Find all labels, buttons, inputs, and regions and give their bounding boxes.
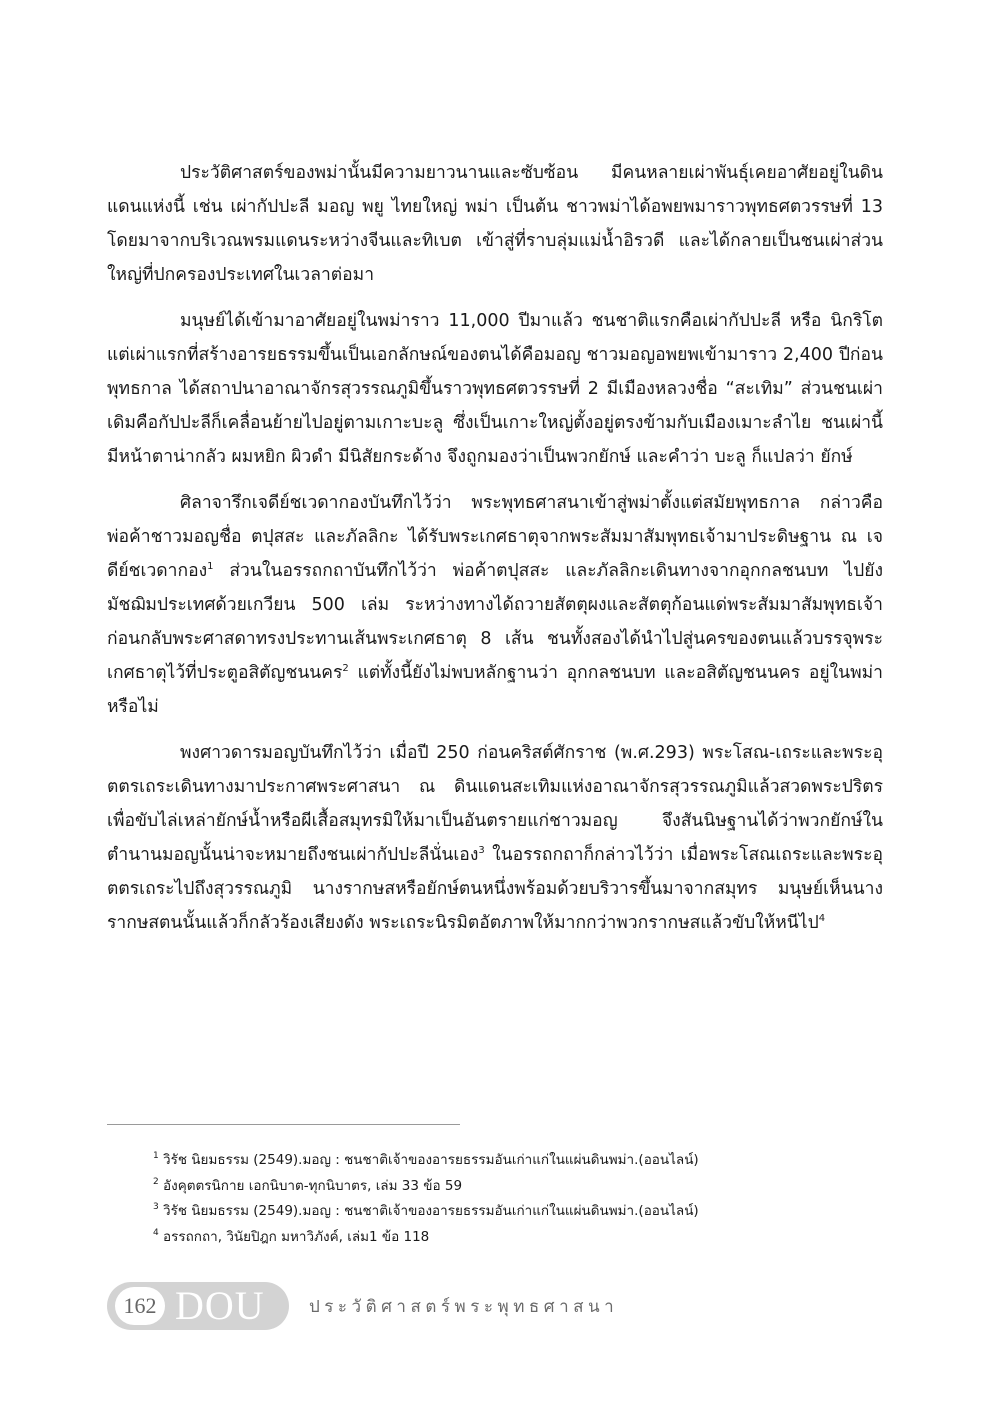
footnote-1-number: 1	[153, 1151, 159, 1161]
page-footer	[107, 1281, 618, 1331]
paragraph-1-text: ประวัติศาสตร์ของพม่านั้นมีความยาวนานและซับซ้อน มีคนหลายเผ่าพันธุ์เคยอาศัยอยู่ในดินแดนแห่งนี้ เช่น เผ่ากัปปะลี มอญ พยู ไทยใหญ่ พม่า เป็นต้น ชาวพม่าได้อพยพมาราวพุทธศตวรรษที่ 13 โดยมาจากบริเวณพรมแดนระหว่างจีนและทิเบต เข้าสู่ที่ราบลุ่มแม่น้ำอิรวดี และได้กลายเป็นชนเผ่าส่วนใหญ่ที่ปกครองประเทศในเวลาต่อมา	[107, 163, 883, 285]
footnote-2-text: อังคุตตรนิกาย เอกนิบาต-ทุกนิบาตร, เล่ม 33 ข้อ 59	[158, 1177, 463, 1194]
footnote-3	[153, 1199, 873, 1225]
footnote-1-text: วิรัช นิยมธรรม (2549).มอญ : ชนชาติเจ้าของอารยธรรมอันเก่าแก่ในแผ่นดินพม่า.(ออนไลน์)	[158, 1152, 699, 1168]
paragraph-2	[107, 304, 883, 474]
footnotes-section	[153, 1148, 873, 1250]
footnote-ref-1[interactable]: 1	[207, 561, 214, 572]
footnote-2	[153, 1174, 873, 1200]
paragraph-4-text-a: พงศาวดารมอญบันทึกไว้ว่า เมื่อปี 250 ก่อนคริสต์ศักราช (พ.ศ.293) พระโสณ-เถระและพระอุตตรเถระเดินทางมาประกาศพระศาสนา ณ ดินแดนสะเทิมแห่งอาณาจักรสุวรรณภูมิแล้วสวดพระปริตรเพื่อขับไล่เหล่ายักษ์น้ำหรือผีเสื้อสมุทรมิให้มาเป็นอันตรายแก่ชาวมอญ จึงสันนิษฐานได้ว่าพวกยักษ์ในตำนานมอญนั้นน่าจะหมายถึงชนเผ่ากัปปะลีนั่นเอง	[107, 743, 883, 865]
footnote-3-number: 3	[153, 1202, 159, 1212]
footnote-ref-4[interactable]: 4	[818, 913, 826, 924]
book-title: ประวัติศาสตร์พระพุทธศาสนา	[309, 1296, 619, 1317]
main-content	[107, 156, 883, 952]
page-number: 162	[115, 1287, 165, 1325]
footnote-2-number: 2	[153, 1176, 159, 1187]
footnote-4	[153, 1225, 873, 1251]
paragraph-2-text: มนุษย์ได้เข้ามาอาศัยอยู่ในพม่าราว 11,000 ปีมาแล้ว ชนชาติแรกคือเผ่ากัปปะลี หรือ นิกริโต แต่เผ่าแรกที่สร้างอารยธรรมขึ้นเป็นเอกลักษณ์ของตนได้คือมอญ ชาวมอญอพยพเข้ามาราว 2,400 ปีก่อนพุทธกาล ได้สถาปนาอาณาจักรสุวรรณภูมิขึ้นราวพุทธศตวรรษที่ 2 มีเมืองหลวงชื่อ “สะเทิม” ส่วนชนเผ่าเดิมคือกัปปะลีก็เคลื่อนย้ายไปอยู่ตามเกาะบะลู ซึ่งเป็นเกาะใหญ่ตั้งอยู่ตรงข้ามกับเมืองเมาะลำไย ชนเผ่านี้มีหน้าตาน่ากลัว ผมหยิก ผิวดำ มีนิสัยกระด้าง จึงถูกมองว่าเป็นพวกยักษ์ และคำว่า บะลู ก็แปลว่า ยักษ์	[107, 311, 883, 467]
paragraph-3-text-b: ส่วนในอรรถกถาบันทึกไว้ว่า พ่อค้าตปุสสะ และภัลลิกะเดินทางจากอุกกลชนบท ไปยังมัชฌิมประเทศด้วยเกวียน 500 เล่ม ระหว่างทางได้ถวายสัตตุผงและสัตตุก้อนแด่พระสัมมาสัมพุทธเจ้า ก่อนกลับพระศาสดาทรงประทานเส้นพระเกศธาตุ 8 เส้น ชนทั้งสองได้นำไปสู่นครของตนแล้วบรรจุพระเกศธาตุไว้ที่ประตูอสิตัญชนนคร	[107, 561, 883, 683]
paragraph-1	[107, 156, 883, 292]
footnote-4-number: 4	[153, 1227, 159, 1238]
paragraph-4-text-b: ในอรรถกถาก็กล่าวไว้ว่า เมื่อพระโสณเถระและพระอุตตรเถระไปถึงสุวรรณภูมิ นางรากษสหรือยักษ์ตนหนึ่งพร้อมด้วยบริวารขึ้นมาจากสมุทร มนุษย์เห็นนางรากษสตนนั้นแล้วก็กลัวร้องเสียงดัง พระเถระนิรมิตอัตภาพให้มากกว่าพวกรากษสแล้วขับให้หนีไป	[107, 845, 883, 933]
footnote-1	[153, 1148, 873, 1174]
footnote-ref-2[interactable]: 2	[342, 663, 349, 674]
footnote-divider	[107, 1124, 460, 1125]
paragraph-3-text-a: ศิลาจารึกเจดีย์ชเวดากองบันทึกไว้ว่า พระพุทธศาสนาเข้าสู่พม่าตั้งแต่สมัยพุทธกาล กล่าวคือพ่อค้าชาวมอญชื่อ ตปุสสะ และภัลลิกะ ได้รับพระเกศธาตุจากพระสัมมาสัมพุทธเจ้ามาประดิษฐาน ณ เจดีย์ชเวดากอง	[107, 493, 883, 581]
footnote-ref-3[interactable]: 3	[478, 845, 485, 856]
paragraph-4	[107, 736, 883, 940]
footnote-3-text: วิรัช นิยมธรรม (2549).มอญ : ชนชาติเจ้าของอารยธรรมอันเก่าแก่ในแผ่นดินพม่า.(ออนไลน์)	[158, 1203, 699, 1219]
paragraph-3	[107, 486, 883, 724]
footnote-4-text: อรรถกถา, วินัยปิฎก มหาวิภังค์, เล่ม1 ข้อ 118	[158, 1228, 430, 1245]
paragraph-3-text-c: แต่ทั้งนี้ยังไม่พบหลักฐานว่า อุกกลชนบท และอสิตัญชนนคร อยู่ในพม่าหรือไม่	[107, 663, 883, 717]
dou-badge	[107, 1282, 289, 1330]
dou-logo-text: DOU	[175, 1283, 265, 1328]
